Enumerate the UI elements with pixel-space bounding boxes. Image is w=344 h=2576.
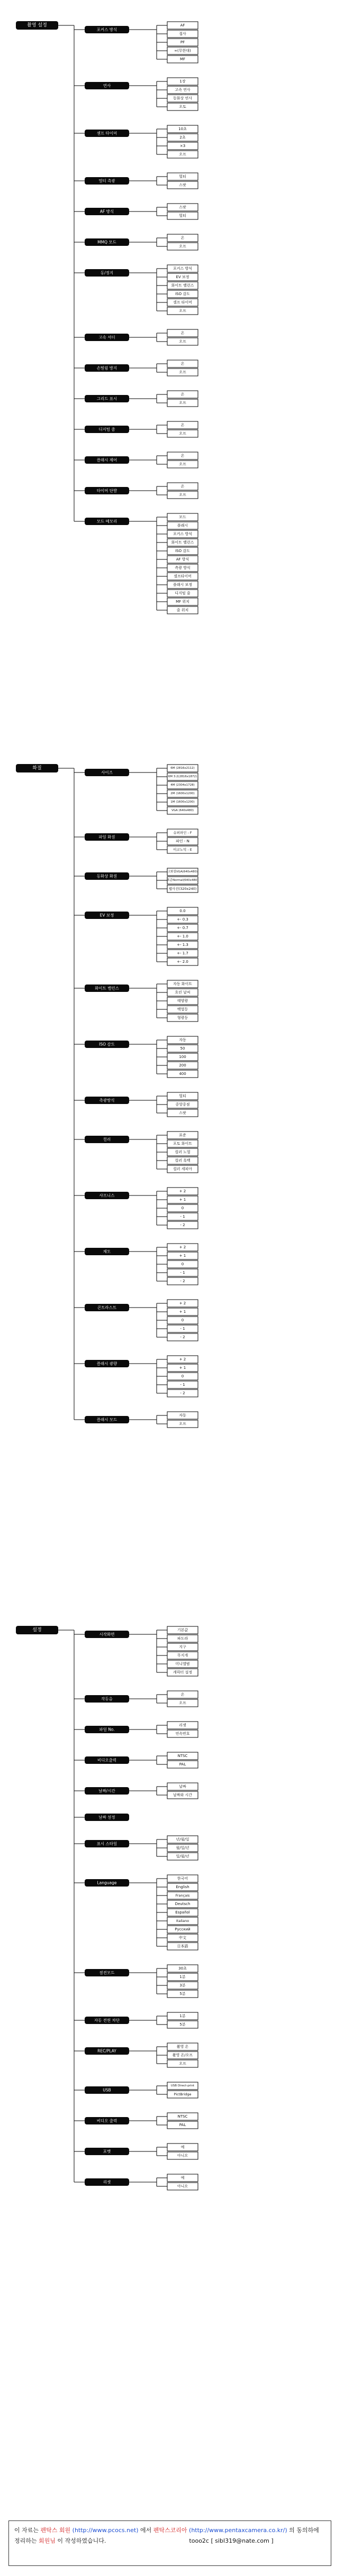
group-node-label: 컬러	[103, 1137, 111, 1142]
option-label: 400	[179, 1072, 186, 1076]
option-label: 오프	[179, 493, 186, 497]
option-label: 날짜	[179, 1784, 186, 1789]
option-label: 파인 - N	[176, 839, 189, 843]
option-label: 멀티	[179, 214, 186, 218]
group-node-label: 플래시 모드	[96, 1417, 117, 1422]
option-label: Русский	[175, 1927, 191, 1931]
option-label: ISO 감도	[175, 549, 190, 553]
option-label: 오프	[179, 2062, 186, 2066]
group-node-label: 화이트 밸런스	[95, 986, 119, 991]
option-label: 형광등	[177, 1016, 188, 1020]
option-label: EV 보정	[176, 275, 189, 279]
option-label: 100	[179, 1055, 186, 1059]
credits-line-1	[14, 2525, 325, 2536]
option-label: 온	[180, 1692, 185, 1697]
option-label: 모드	[179, 515, 186, 519]
option-label: 3분	[179, 1983, 186, 1988]
group-node-label: 샤프니스	[99, 1193, 115, 1198]
option-label: ISO 감도	[175, 292, 190, 296]
option-label: 셀프 타이머	[173, 300, 193, 305]
option-label: 스팟	[179, 183, 186, 187]
option-label: + 1	[179, 1198, 186, 1202]
option-label: 기본값	[177, 1628, 188, 1632]
option-label: 5분	[179, 2022, 186, 2027]
option-label: +- 0.7	[177, 926, 188, 930]
option-label: 1M (1600x1200)	[170, 801, 195, 804]
option-label: 무지개	[177, 1653, 188, 1658]
option-label: +- 1.7	[177, 951, 188, 955]
root-node-label: 설정	[32, 1627, 42, 1633]
group-node-label: 고속 셔터	[98, 335, 115, 340]
option-label: - 1	[180, 1383, 185, 1387]
option-label: 200	[179, 1063, 186, 1068]
option-label: 포커스 방식	[173, 532, 193, 536]
option-label: 온	[180, 484, 185, 489]
group-node-label: 그리드 표시	[96, 396, 117, 401]
group-node-label: 자동 전원 차단	[94, 2018, 120, 2023]
option-label: 온	[180, 362, 185, 366]
group-node-label: 비디오 출력	[96, 2118, 117, 2123]
option-label: +- 1.3	[177, 943, 188, 947]
option-label: 오토	[179, 105, 186, 109]
credits-suffix: 의 동의하에	[289, 2527, 319, 2534]
option-label: Español	[175, 1910, 190, 1915]
group-node-label: 포커스 방식	[96, 27, 117, 32]
option-label: 1분	[179, 2014, 186, 2018]
option-label: 아니오	[177, 2154, 188, 2158]
option-label: VGA (640x480)	[171, 809, 194, 812]
option-label: 1장	[179, 79, 186, 84]
group-node-label: REC/PLAY	[97, 2048, 116, 2054]
option-label: 예	[180, 2176, 185, 2180]
option-label: 연속번호	[175, 1732, 190, 1736]
option-label: 웹사진(320x240)	[168, 887, 197, 891]
group-node-label: 동/정지	[100, 270, 114, 275]
group-node-label: 비디오출력	[97, 1758, 117, 1763]
option-label: PAL	[179, 1762, 186, 1767]
group-node-label: 측광방식	[99, 1098, 115, 1103]
option-label: 50	[180, 1046, 185, 1051]
option-label: + 2	[179, 1245, 186, 1249]
credits-site-2: 펜탁스코리아	[153, 2527, 187, 2534]
credits-mid: 에서	[140, 2527, 152, 2534]
option-label: 6M (2816x2112)	[170, 767, 195, 770]
option-label: 백열등	[177, 1007, 188, 1011]
group-node-label: 동화상 화질	[96, 873, 117, 879]
option-label: 컬러 노멀	[175, 1150, 191, 1154]
option-label: 아니오	[177, 2184, 188, 2188]
group-node-label: 리셋	[103, 2179, 111, 2185]
option-label: 표준Normal(640x480)	[167, 879, 198, 882]
option-label: - 2	[180, 1223, 185, 1227]
credits-email[interactable]: [ sibl319@nate.com ]	[211, 2537, 274, 2544]
option-label: 자동	[179, 1038, 186, 1042]
option-label: 1분	[179, 1975, 186, 1979]
group-node-label: Language	[97, 1880, 117, 1885]
option-label: Italiano	[176, 1919, 189, 1923]
option-label: 슈퍼파인 - F	[173, 831, 192, 835]
option-label: 2M (1600x1200)	[170, 792, 195, 795]
group-node-label: 콘트라스트	[97, 1305, 117, 1310]
option-label: 0	[181, 1374, 184, 1378]
option-label: 0	[181, 1262, 184, 1266]
group-node-label: MMQ 모드	[97, 240, 116, 245]
option-label: 파도라	[177, 1636, 188, 1641]
group-node-label: 디지털 줌	[98, 427, 115, 432]
option-label: 화이트 밸런스	[171, 283, 194, 288]
option-label: + 2	[179, 1189, 186, 1193]
option-label: 오프	[179, 462, 186, 466]
option-label: 표준	[179, 1133, 186, 1137]
option-label: 온	[180, 423, 185, 427]
option-label: 이코노믹 - E	[173, 848, 192, 852]
option-label: 오프	[179, 370, 186, 374]
option-label: 고속 연사	[175, 88, 191, 92]
option-label: ×3	[179, 144, 186, 148]
option-label: 온	[180, 454, 185, 458]
option-label: 자동	[179, 1413, 186, 1418]
option-label: 년/월/일	[176, 1837, 189, 1842]
group-node-label: 파일 화질	[98, 834, 115, 840]
option-label: 0	[181, 1206, 184, 1210]
option-label: AF 방식	[176, 557, 189, 562]
option-label: MF	[179, 57, 186, 61]
option-label: 동화상 연사	[173, 96, 193, 100]
option-label: 줌 위치	[176, 608, 189, 612]
option-label: AF	[180, 23, 185, 27]
option-label: PAL	[179, 2123, 186, 2127]
group-node-label: 표시 스타일	[96, 1841, 117, 1846]
option-label: 일/월/년	[176, 1854, 189, 1859]
credits-name: 회원님	[39, 2537, 56, 2544]
option-label: 멀티	[179, 1094, 186, 1098]
option-label: + 2	[179, 1357, 186, 1361]
option-label: 플래시 보정	[173, 583, 193, 587]
option-label: 포토 화이트	[173, 1142, 193, 1146]
option-label: 고화질VGA(640x480)	[167, 870, 198, 873]
option-label: 촬영 온	[176, 2045, 189, 2049]
option-label: 컬러 흑백	[175, 1158, 191, 1163]
group-node-label: 날짜 설정	[98, 1815, 115, 1820]
option-label: 오프	[179, 1701, 186, 1705]
option-label: 태양광	[177, 999, 188, 1003]
option-label: Français	[175, 1893, 190, 1898]
option-label: 플래시	[177, 523, 188, 528]
option-label: USB Direct-print	[170, 2084, 195, 2087]
group-node-label: 모드 메모리	[96, 519, 117, 524]
option-label: + 1	[179, 1366, 186, 1370]
option-label: 오프	[179, 431, 186, 436]
option-label: ∞(무한대)	[174, 49, 191, 53]
option-label: 월/일/년	[176, 1846, 189, 1850]
option-label: 미니앨범	[175, 1662, 190, 1666]
option-label: MF 위치	[176, 600, 189, 604]
group-node-label: 파일 No.	[99, 1727, 115, 1732]
option-label: 2초	[179, 135, 186, 140]
option-label: 캐릭터 설정	[173, 1670, 193, 1675]
option-label: 오프	[179, 244, 186, 249]
option-label: 접사	[179, 32, 186, 36]
option-label: 오프	[179, 339, 186, 344]
credits-line2-suffix: 이 작성하였습니다.	[57, 2537, 106, 2544]
credits-line2-prefix: 정리하는	[14, 2537, 37, 2544]
credits-footer	[8, 2520, 331, 2566]
option-label: 촬영 온/오프	[172, 2053, 193, 2057]
option-label: - 2	[180, 1335, 185, 1339]
credits-url-1[interactable]: (http://www.pcocs.net)	[72, 2527, 139, 2534]
option-label: + 2	[179, 1301, 186, 1305]
group-node-label: 손떨림 방지	[96, 365, 117, 371]
option-label: 30초	[178, 1966, 187, 1971]
option-label: English	[176, 1885, 189, 1889]
credits-url-2[interactable]: (http://www.pentaxcamera.co.kr/)	[189, 2527, 287, 2534]
group-node-label: 채도	[103, 1249, 111, 1254]
group-node-label: ISO 감도	[99, 1042, 115, 1047]
option-label: - 2	[180, 1279, 185, 1283]
option-label: 자동 화이트	[173, 982, 193, 986]
option-label: 예	[180, 2145, 185, 2149]
group-node-label: 멀티 측광	[98, 178, 115, 183]
option-label: 측광 방식	[175, 566, 191, 570]
option-label: 컬러 세피아	[173, 1167, 193, 1171]
option-label: - 2	[180, 1391, 185, 1395]
option-label: 0	[181, 1318, 184, 1322]
group-node-label: 플래시 광량	[96, 1361, 117, 1366]
option-label: PictBridge	[174, 2092, 192, 2096]
option-label: Deutsch	[175, 1902, 191, 1906]
option-label: 지구	[179, 1645, 186, 1649]
option-label: 온	[180, 392, 185, 397]
option-label: 날짜와 시간	[173, 1793, 193, 1797]
option-label: 4M (2304x1728)	[170, 784, 195, 787]
option-label: 6M 3:2(2816x1872)	[168, 775, 197, 778]
option-label: 中文	[179, 1936, 186, 1940]
option-label: 오프	[179, 401, 186, 405]
option-label: 日本語	[177, 1944, 188, 1948]
group-node-label: 플래시 제어	[96, 457, 117, 463]
option-label: 멀티	[179, 174, 186, 179]
option-label: 오프	[179, 1422, 186, 1426]
group-node-label: 날짜/시간	[98, 1788, 115, 1793]
option-label: 흐린 날씨	[175, 990, 191, 995]
option-label: 스팟	[179, 1111, 186, 1115]
option-label: +- 0.3	[177, 917, 188, 922]
option-label: 온	[180, 331, 185, 335]
credits-site-1: 펜탁스 회원	[40, 2527, 71, 2534]
root-node-label: 촬영 설정	[27, 23, 47, 28]
option-label: - 1	[180, 1327, 185, 1331]
option-label: 오프	[179, 309, 186, 313]
credits-author: tooo2c	[189, 2537, 209, 2544]
group-node-label: 사이즈	[101, 770, 113, 775]
option-label: PF	[180, 40, 185, 44]
option-label: 0.0	[179, 909, 186, 913]
group-node-label: AF 방식	[99, 209, 114, 214]
credits-prefix: 이 자료는	[14, 2527, 39, 2534]
group-node-label: EV 보정	[99, 913, 114, 918]
group-node-label: 셀프 타이머	[96, 131, 117, 136]
option-label: 포커스 방식	[173, 266, 193, 271]
option-label: 중앙중점	[175, 1102, 190, 1107]
option-label: 5분	[179, 1992, 186, 1996]
group-node-label: 포맷	[103, 2149, 111, 2154]
option-label: - 1	[180, 1271, 185, 1275]
option-label: 셀프타이머	[174, 574, 192, 578]
credits-line-2	[14, 2536, 325, 2546]
option-label: 오프	[179, 152, 186, 157]
option-label: 리셋	[179, 1723, 186, 1727]
option-label: +- 1.0	[177, 934, 188, 939]
root-node-label: 화질	[32, 766, 42, 771]
group-node-label: USB	[103, 2087, 111, 2093]
option-label: +- 2.0	[177, 960, 188, 964]
option-label: 디지털 줌	[175, 591, 191, 595]
option-label: 스팟	[179, 205, 186, 209]
option-label: 화이트 밸런스	[171, 540, 194, 545]
group-node-label: 연사	[103, 83, 111, 88]
option-label: 온	[180, 236, 185, 240]
option-label: - 1	[180, 1215, 185, 1219]
option-label: + 1	[179, 1310, 186, 1314]
group-node-label: 시작화면	[99, 1632, 115, 1637]
group-node-label: 절전모드	[99, 1970, 115, 1975]
option-label: + 1	[179, 1254, 186, 1258]
option-label: NTSC	[177, 2114, 188, 2119]
group-node-label: 작동음	[101, 1696, 113, 1701]
option-label: 10초	[178, 127, 187, 131]
option-label: NTSC	[177, 1754, 188, 1758]
group-node-label: 타이머 단발	[96, 488, 117, 493]
option-label: 한국어	[177, 1876, 188, 1881]
